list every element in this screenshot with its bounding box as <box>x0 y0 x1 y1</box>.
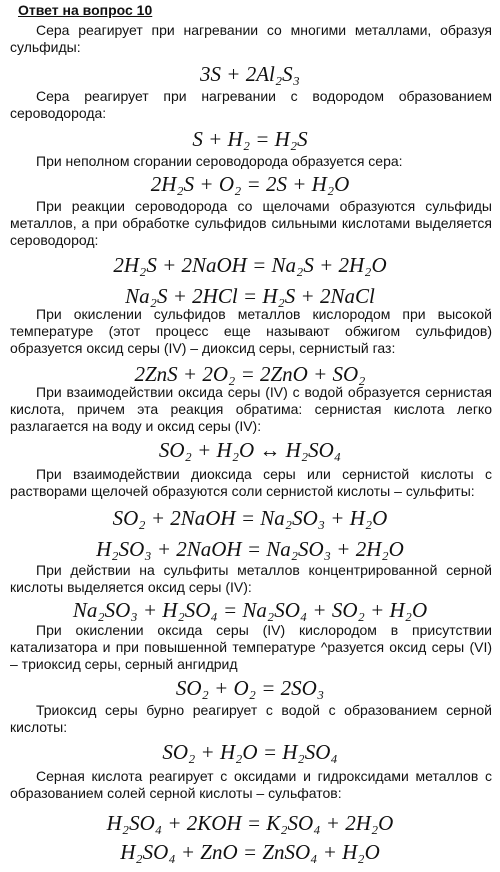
paragraph: При взаимодействии диоксида серы или сернистой кислоты с растворами щелочей образуются соли сернистой кислоты – сульфиты: <box>10 466 492 499</box>
equation: H₂SO₃ + 2NaOH = Na₂SO₃ + 2H₂O <box>96 537 404 561</box>
paragraph: Сера реагирует при нагревании с водородом образованием сероводорода: <box>10 88 492 121</box>
equation: SO₂ + O₂ = 2SO₃ <box>175 676 325 700</box>
paragraph: Триоксид серы бурно реагирует с водой с образованием серной кислоты: <box>10 702 492 735</box>
equation: 3S + 2Al₂S₃ <box>200 62 300 86</box>
paragraph: Сера реагирует при нагревании со многими металлами, образуя сульфиды: <box>10 22 492 55</box>
equation: Na₂SO₃ + H₂SO₄ = Na₂SO₄ + SO₂ + H₂O <box>72 598 428 622</box>
paragraph: При окислении сульфидов металлов кислородом при высокой температуре (этот процесс еще называют обжигом сульфидов) образуется оксид серы (IV) – диоксид серы, сернистый газ: <box>10 306 492 356</box>
equation: SO₂ + 2NaOH = Na₂SO₃ + H₂O <box>112 506 388 530</box>
paragraph: Серная кислота реагирует с оксидами и гидроксидами металлов с образованием солей серной кислоты – сульфатов: <box>10 768 492 801</box>
paragraph: При неполном сгорании сероводорода образуется сера: <box>36 153 403 169</box>
equation: 2H₂S + 2NaOH = Na₂S + 2H₂O <box>113 253 387 277</box>
equation: H₂SO₄ + 2KOH = K₂SO₄ + 2H₂O <box>106 811 394 835</box>
equation: Na₂S + 2HCl = H₂S + 2NaCl <box>125 284 375 308</box>
equation: SO₂ + H₂O = H₂SO₄ <box>162 740 338 764</box>
question-heading: Ответ на вопрос 10 <box>18 2 153 18</box>
paragraph: При взаимодействии оксида серы (IV) с водой образуется сернистая кислота, причем эта реакция обратима: сернистая кислота легко разлагается на воду и оксид серы (IV): <box>10 384 492 434</box>
paragraph: При окислении оксида серы (IV) кислородом в присутствии катализатора и при повышенной температуре ^разуется оксид серы (VI) – триоксид серы, серный ангидрид <box>10 622 492 672</box>
equation: SO₂ + H₂O ↔ H₂SO₄ <box>158 438 342 462</box>
equation: S + H₂ = H₂S <box>192 127 308 151</box>
paragraph: При реакции сероводорода со щелочами образуются сульфиды металлов, а при обработке сульфидов сильными кислотами выделяется сероводород: <box>10 198 492 248</box>
equation: 2ZnS + 2O₂ = 2ZnO + SO₂ <box>134 362 366 386</box>
equation: H₂SO₄ + ZnO = ZnSO₄ + H₂O <box>120 840 380 864</box>
equation: 2H₂S + O₂ = 2S + H₂O <box>150 172 350 196</box>
paragraph: При действии на сульфиты металлов концентрированной серной кислоты выделяется оксид серы (IV): <box>10 562 492 595</box>
